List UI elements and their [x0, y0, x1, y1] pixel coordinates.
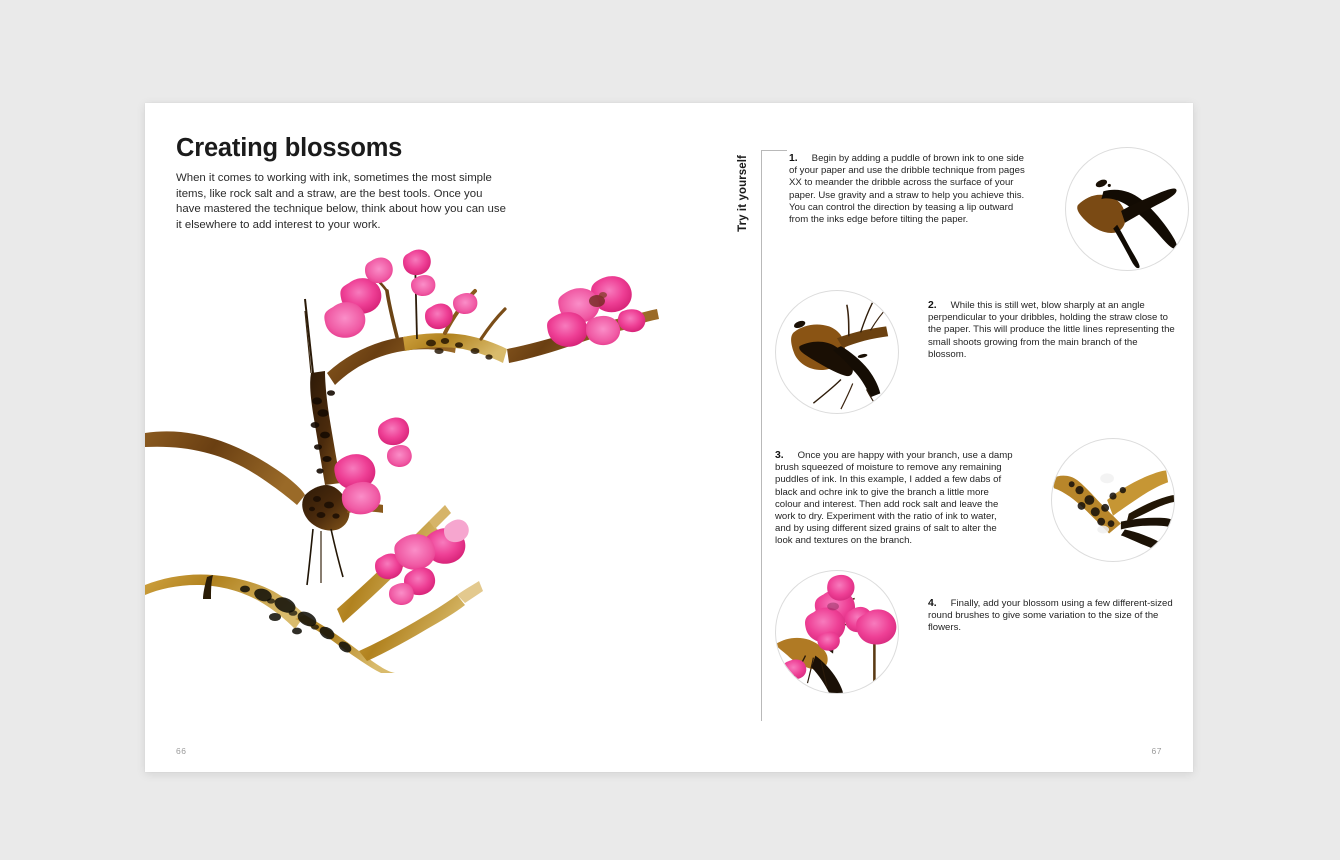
step-4-number: 4.	[928, 598, 937, 609]
try-it-yourself-label: Try it yourself	[737, 155, 749, 232]
step-3-thumb-wrap	[1051, 450, 1175, 562]
page-title: Creating blossoms	[176, 134, 403, 162]
folio-left: 66	[176, 746, 187, 756]
step-3-thumbnail	[1051, 438, 1175, 562]
step-2-text	[928, 300, 1175, 361]
step-1-body: Begin by adding a puddle of brown ink to one side of your paper and use the dribble technique from pages XX to meander the dribble across the surface of your paper. Use gravity and a straw to help you achieve this. You can control the direction by teasing a lip outward from the inks edge before tilting the paper.	[789, 153, 1025, 226]
step-3-body: Once you are happy with your branch, use a damp brush squeezed of moisture to remove any remaining puddles of ink. In this example, I added a few dabs of black and ochre ink to give the branch a little more colour and interest. Then add rock salt and leave the work to dry. Experiment with the ratio of ink to water, and by using different sized grains of salt to alter the look and textures on the branch.	[775, 450, 1013, 547]
blossom-petals-upper	[403, 250, 477, 330]
step-4	[775, 598, 1175, 694]
right-page	[669, 103, 1193, 772]
step-2-number: 2.	[928, 300, 937, 311]
step-2	[775, 300, 1175, 414]
step-4-text	[928, 598, 1175, 635]
step-3	[775, 450, 1175, 562]
step-3-text	[775, 450, 1015, 548]
step-2-thumb-wrap	[775, 300, 899, 414]
step-4-body: Finally, add your blossom using a few different-sized round brushes to give some variation to the size of the flowers.	[928, 598, 1173, 634]
step-1-thumbnail	[1065, 147, 1189, 271]
step-4-thumb-wrap	[775, 598, 899, 694]
step-1-text	[789, 153, 1029, 226]
step-2-body: While this is still wet, blow sharply at an angle perpendicular to your dribbles, holding the straw close to the paper. This will produce the little lines representing the small shoots growing from the main branch of the blossom.	[928, 300, 1175, 360]
vertical-rule	[761, 150, 762, 721]
blossom-artwork-illustration	[145, 233, 669, 673]
book-spread	[145, 103, 1193, 772]
blossom-petals-left-upper	[324, 258, 392, 338]
folio-right: 67	[1151, 746, 1162, 756]
step-1	[789, 153, 1189, 271]
step-3-number: 3.	[775, 450, 784, 461]
step-1-number: 1.	[789, 153, 798, 164]
intro-paragraph: When it comes to working with ink, sometimes the most simple items, like rock salt and a straw, are the best tools. Once you have mastered the technique below, think about how you can use it elsewhere to add interest to your work.	[176, 172, 506, 231]
step-1-thumb-wrap	[1065, 153, 1189, 271]
left-page	[145, 103, 669, 772]
step-4-thumbnail	[775, 570, 899, 694]
step-2-thumbnail	[775, 290, 899, 414]
blossom-cluster-right	[547, 276, 645, 347]
